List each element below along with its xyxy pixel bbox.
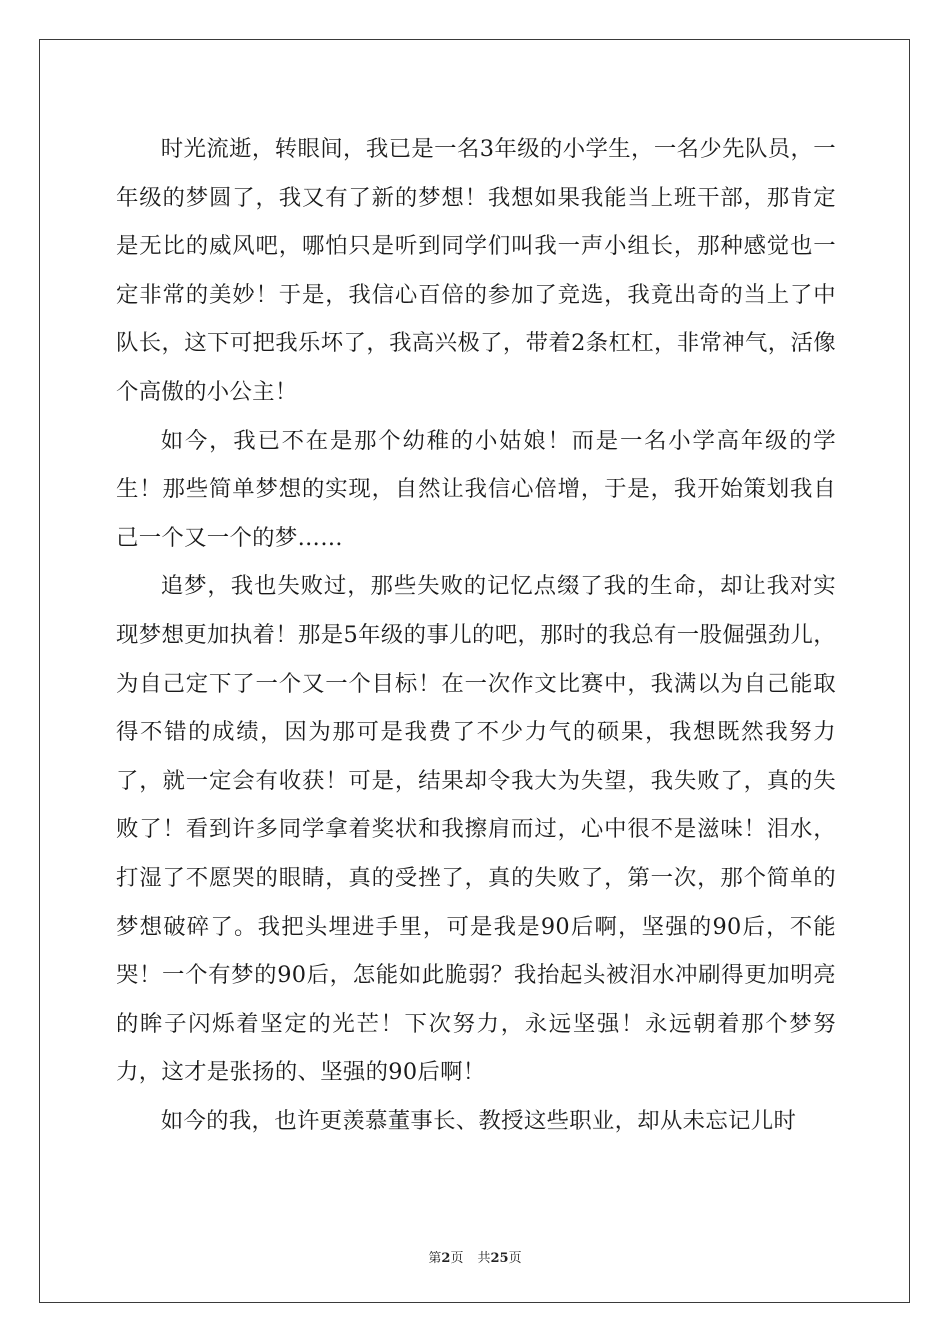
footer-page-current: 2 — [441, 1251, 451, 1266]
page-footer — [0, 1247, 950, 1266]
footer-page-unit: 页 — [450, 1251, 464, 1266]
footer-total-unit: 页 — [508, 1251, 522, 1266]
paragraph-4: 如今的我，也许更羡慕董事长、教授这些职业，却从未忘记儿时 — [160, 1107, 797, 1134]
paragraph-2: 如今，我已不在是那个幼稚的小姑娘！而是一名小学高年级的学生！那些简单梦想的实现，自然让我信心倍增，于是，我开始策划我自己一个又一个的梦…… — [116, 427, 836, 551]
footer-page-total: 25 — [490, 1251, 509, 1266]
footer-total-prefix: 共 — [477, 1251, 491, 1266]
document-body — [116, 125, 836, 1145]
footer-page-prefix: 第 — [428, 1251, 442, 1266]
paragraph-3: 追梦，我也失败过，那些失败的记忆点缀了我的生命，却让我对实现梦想更加执着！那是5年级的事儿的吧，那时的我总有一股倔强劲儿，为自己定下了一个又一个目标！在一次作文比赛中，我满以为自己能取得不错的成绩，因为那可是我费了不少力气的硕果，我想既然我努力了，就一定会有收获！可是，结果却令我大为失望，我失败了，真的失败了！看到许多同学拿着奖状和我擦肩而过，心中很不是滋味！泪水，打湿了不愿哭的眼睛，真的受挫了，真的失败了，第一次，那个简单的梦想破碎了。我把头埋进手里，可是我是90后啊，坚强的90后，不能哭！一个有梦的90后，怎能如此脆弱？我抬起头被泪水冲刷得更加明亮的眸子闪烁着坚定的光芒！下次努力，永远坚强！永远朝着那个梦努力，这才是张扬的、坚强的90后啊！ — [116, 573, 836, 1086]
paragraph-1: 时光流逝，转眼间，我已是一名3年级的小学生，一名少先队员，一年级的梦圆了，我又有了新的梦想！我想如果我能当上班干部，那肯定是无比的威风吧，哪怕只是听到同学们叫我一声小组长，那种感觉也一定非常的美妙！于是，我信心百倍的参加了竞选，我竟出奇的当上了中队长，这下可把我乐坏了，我高兴极了，带着2条杠杠，非常神气，活像个高傲的小公主！ — [116, 136, 836, 405]
